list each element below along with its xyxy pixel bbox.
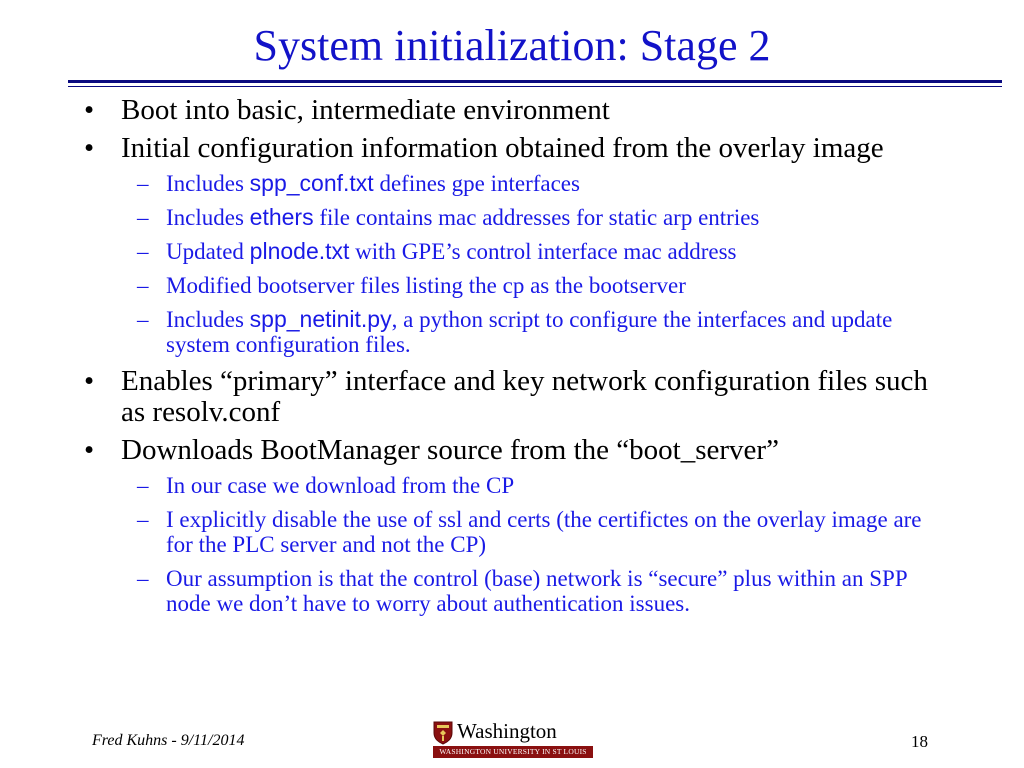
filename-code: plnode.txt	[249, 238, 350, 264]
bullet-marker: •	[84, 434, 95, 466]
bullet-text: Enables “primary” interface and key network configuration files such as resolv.conf	[121, 365, 928, 428]
bullet-text: Initial configuration information obtained from the overlay image	[121, 132, 884, 164]
dash-marker: –	[137, 566, 149, 591]
bullet-marker: •	[84, 365, 95, 397]
sub-bullet-text: Our assumption is that the control (base) network is “secure” plus within an SPP node we don’t have to worry about authentication issues.	[166, 566, 907, 616]
sub-bullet-item	[0, 273, 946, 298]
sub-bullet-item	[0, 566, 946, 616]
bullet-item	[0, 95, 941, 126]
sub-bullet-text: defines gpe interfaces	[373, 171, 580, 196]
dash-marker: –	[137, 307, 149, 332]
dash-marker: –	[137, 171, 149, 196]
sub-bullet-text: Modified bootserver files listing the cp as the bootserver	[166, 273, 686, 298]
bullet-item	[0, 133, 941, 164]
sub-bullet-item	[0, 205, 946, 230]
bullet-item	[0, 435, 941, 466]
shield-icon	[433, 721, 453, 745]
title-rule-thin	[68, 86, 1002, 87]
sub-bullet-item	[0, 473, 946, 498]
slide-body	[0, 95, 1024, 625]
sub-bullet-item	[0, 171, 946, 196]
sub-bullet-text: Includes	[166, 205, 250, 230]
sub-bullet-text: I explicitly disable the use of ssl and certs (the certifictes on the overlay image are for the PLC server and not the CP)	[166, 507, 922, 557]
bullet-marker: •	[84, 94, 95, 126]
title-rule-thick	[68, 80, 1002, 83]
dash-marker: –	[137, 205, 149, 230]
filename-code: spp_conf.txt	[249, 170, 374, 196]
footer-author-date: Fred Kuhns - 9/11/2014	[92, 732, 245, 749]
sub-bullet-item	[0, 307, 946, 357]
sub-bullet-item	[0, 507, 946, 557]
bullet-text: Downloads BootManager source from the “boot_server”	[121, 434, 779, 466]
filename-code: spp_netinit.py	[249, 306, 392, 332]
dash-marker: –	[137, 507, 149, 532]
slide-title: System initialization: Stage 2	[253, 21, 771, 70]
sub-bullet-text: with GPE’s control interface mac address	[349, 239, 737, 264]
university-logo	[433, 719, 593, 761]
bullet-item	[0, 366, 941, 428]
bullet-text: Boot into basic, intermediate environment	[121, 94, 610, 126]
sub-bullet-text: file contains mac addresses for static arp entries	[313, 205, 760, 230]
filename-code: ethers	[249, 204, 314, 230]
sub-bullet-text: , a python script to configure the interfaces and update system configuration files.	[166, 307, 893, 357]
dash-marker: –	[137, 273, 149, 298]
sub-bullet-item	[0, 239, 946, 264]
sub-bullet-text: Includes	[166, 307, 250, 332]
dash-marker: –	[137, 473, 149, 498]
dash-marker: –	[137, 239, 149, 264]
bullet-marker: •	[84, 132, 95, 164]
logo-name: Washington	[457, 719, 557, 743]
sub-bullet-text: Includes	[166, 171, 250, 196]
logo-subtitle: WASHINGTON UNIVERSITY IN ST LOUIS	[439, 747, 587, 756]
sub-bullet-text: In our case we download from the CP	[166, 473, 515, 498]
sub-bullet-text: Updated	[166, 239, 250, 264]
page-number: 18	[911, 732, 928, 751]
